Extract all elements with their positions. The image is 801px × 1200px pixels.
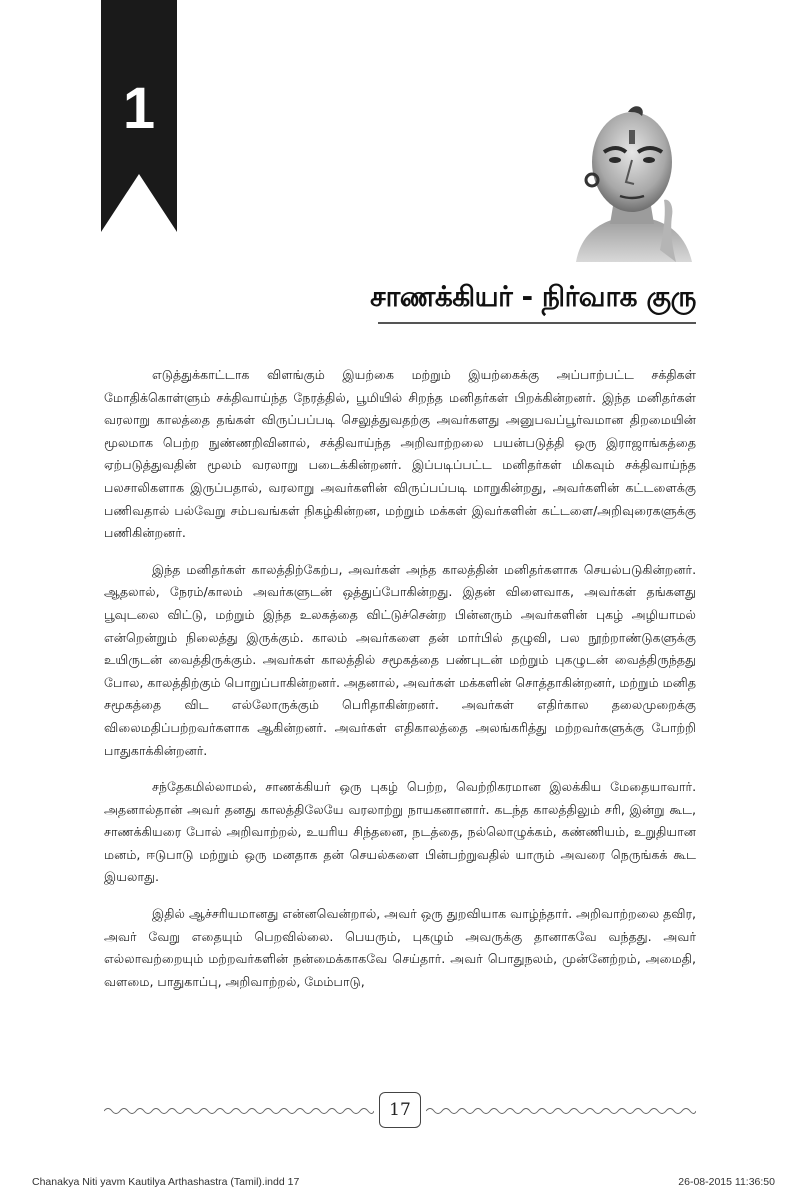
title-underline — [378, 322, 696, 324]
paragraph: எடுத்துக்காட்டாக விளங்கும் இயற்கை மற்றும் இயற்கைக்கு அப்பாற்பட்ட சக்திகள் மோதிக்கொள்ளும் சக்திவாய்ந்த நேரத்தில், பூமியில் சிறந்த மனிதர்கள் பிறக்கின்றனர். இந்த மனிதர்கள் வரலாறு காலத்தை தங்கள் விருப்பப்படி செலுத்துவதற்கு அவர்களது அனுபவப்பூர்வமான திறமையின் மூலமாக பெற்ற நுண்ணறிவினால், சக்திவாய்ந்த அறிவாற்றலை பயன்படுத்தி ஒரு இராஜாங்கத்தை ஏற்படுத்துவதின் மூலம் வரலாறு படைக்கின்றனர். இப்படிப்பட்ட மனிதர்கள் மிகவும் சக்திவாய்ந்த பலசாலிகளாக இருப்பதால், வரலாறு அவர்களின் விருப்பப்படி மாறுகின்றது, அவர்களின் கட்டளைக்கு பணிவதால் பல்வேறு சம்பவங்கள் நிகழ்கின்றன, மற்றும் மக்கள் இவர்களின் கட்டளை/அறிவுரைகளுக்கு பணிகின்றனர். — [104, 367, 696, 541]
paragraph: இதில் ஆச்சரியமானது என்னவென்றால், அவர் ஒரு துறவியாக வாழ்ந்தார். அறிவாற்றலை தவிர, அவர் வேறு எதையும் பெறவில்லை. பெயரும், புகழும் அவருக்கு தானாகவே வந்தது. அவர் எல்லாவற்றையும் மற்றவர்களின் நன்மைக்காகவே செய்தார். அவர் பொதுநலம், முன்னேற்றம், அமைதி, வளமை, பாதுகாப்பு, அறிவாற்றல், மேம்பாடு, — [104, 906, 696, 989]
print-slug-filename: Chanakya Niti yavm Kautilya Arthashastra (Tamil).indd 17 — [32, 1176, 300, 1188]
wave-divider-left — [104, 1106, 374, 1116]
page-number: 17 — [389, 1100, 411, 1120]
chanakya-portrait-image — [568, 100, 696, 262]
page-number-box — [379, 1092, 421, 1128]
wave-divider-right — [426, 1106, 696, 1116]
chapter-title: சாணக்கியர் - நிர்வாக குரு — [370, 280, 696, 313]
body-text — [104, 364, 696, 1007]
paragraph: இந்த மனிதர்கள் காலத்திற்கேற்ப, அவர்கள் அந்த காலத்தின் மனிதர்களாக செயல்படுகின்றனர். ஆதலால், நேரம்/காலம் அவர்களுடன் ஒத்துப்போகின்றது. இதன் விளைவாக, அவர்கள் தங்களது பூவுடலை விட்டு, மற்றும் இந்த உலகத்தை விட்டுச்சென்ற பின்னரும் அவர்களின் புகழ் அழியாமல் என்றென்றும் நிலைத்து இருக்கும். காலம் அவர்களை தன் மார்பில் தழுவி, பல நூற்றாண்டுகளுக்கு உயிருடன் வைத்திருக்கும். அவர்கள் காலத்தில் சமூகத்தை பண்புடன் மற்றும் புகழுடன் வைத்திருந்தது போல, காலத்திற்கும் பொறுப்பாகின்றனர். அதனால், அவர்கள் மக்களின் சொத்தாகின்றனர், மற்றும் மனித சமூகத்தை விட எல்லோருக்கும் பெரிதாகின்றனர். அவர்கள் எதிர்கால தலைமுறைக்கு விலைமதிப்பற்றவர்களாக ஆகின்றனர். அவர்கள் எதிகாலத்தை அலங்கரித்து மற்றவர்களுக்கு போற்றி பாதுகாக்கின்றனர். — [104, 561, 696, 758]
print-slug-timestamp: 26-08-2015 11:36:50 — [678, 1176, 775, 1188]
chapter-number: 1 — [122, 76, 156, 141]
footer-ornament — [104, 1092, 696, 1132]
paragraph: சந்தேகமில்லாமல், சாணக்கியர் ஒரு புகழ் பெற்ற, வெற்றிகரமான இலக்கிய மேதையாவார். அதனால்தான் அவர் தனது காலத்திலேயே வரலாற்று நாயகனானார். கடந்த காலத்திலும் சரி, இன்று கூட, சாணக்கியரை போல் அறிவாற்றல், உயரிய சிந்தனை, நடத்தை, நல்லொழுக்கம், கண்ணியம், உறுதியான மனம், ஈடுபாடு மற்றும் ஒரு மனதாக தன் செயல்களை பின்பற்றுவதில் யாரும் அவரை நெருங்கக் கூட இயலாது. — [104, 779, 696, 885]
